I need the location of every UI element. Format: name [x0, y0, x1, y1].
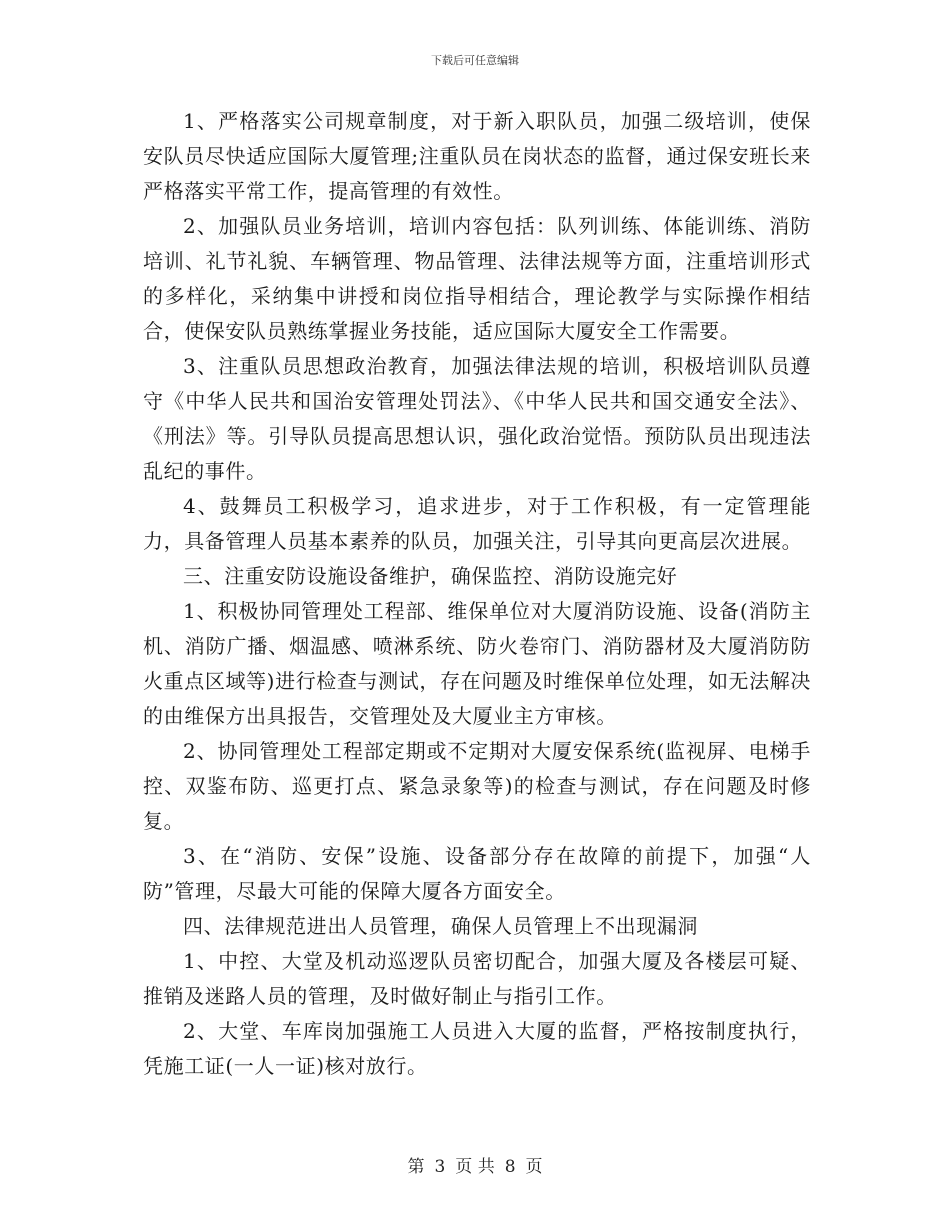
paragraph-1: 1、严格落实公司规章制度，对于新入职队员，加强二级培训，使保安队员尽快适应国际大厦管理;注重队员在岗状态的监督，通过保安班长来严格落实平常工作，提高管理的有效性。 — [143, 109, 811, 203]
page-footer — [0, 1152, 950, 1177]
footer-label-end: 页 — [525, 1157, 543, 1177]
paragraph-5: 1、积极协同管理处工程部、维保单位对大厦消防设施、设备(消防主机、消防广播、烟温感、喷淋系统、防火卷帘门、消防器材及大厦消防防火重点区域等)进行检查与测试，存在问题及时维保单位处理，如无法解决的由维保方出具报告，交管理处及大厦业主方审核。 — [143, 599, 811, 728]
paragraph-3: 3、注重队员思想政治教育，加强法律法规的培训，积极培训队员遵守《中华人民共和国治安管理处罚法》、《中华人民共和国交通安全法》、《刑法》等。引导队员提高思想认识，强化政治觉悟。预防队员出现违法乱纪的事件。 — [143, 354, 811, 483]
paragraph-9: 2、大堂、车库岗加强施工人员进入大厦的监督，严格按制度执行，凭施工证(一人一证)核对放行。 — [143, 1019, 811, 1078]
header-note: 下载后可任意编辑 — [431, 54, 519, 67]
footer-total-pages: 8 — [504, 1157, 516, 1177]
footer-current-page: 3 — [434, 1157, 446, 1177]
section-heading-4: 四、法律规范进出人员管理，确保人员管理上不出现漏洞 — [183, 914, 698, 938]
footer-label-of: 页 共 — [455, 1157, 495, 1177]
paragraph-8: 1、中控、大堂及机动巡逻队员密切配合，加强大厦及各楼层可疑、推销及迷路人员的管理，及时做好制止与指引工作。 — [143, 949, 811, 1008]
paragraph-7: 3、在“消防、安保”设施、设备部分存在故障的前提下，加强“人防”管理，尽最大可能的保障大厦各方面安全。 — [143, 844, 811, 903]
footer-label-page: 第 — [407, 1157, 425, 1177]
paragraph-6: 2、协同管理处工程部定期或不定期对大厦安保系统(监视屏、电梯手控、双鉴布防、巡更打点、紧急录象等)的检查与测试，存在问题及时修复。 — [143, 739, 811, 833]
section-heading-3: 三、注重安防设施设备维护，确保监控、消防设施完好 — [183, 564, 678, 588]
paragraph-2: 2、加强队员业务培训，培训内容包括：队列训练、体能训练、消防培训、礼节礼貌、车辆管理、物品管理、法律法规等方面，注重培训形式的多样化，采纳集中讲授和岗位指导相结合，理论教学与实际操作相结合，使保安队员熟练掌握业务技能，适应国际大厦安全工作需要。 — [143, 214, 811, 343]
paragraph-4: 4、鼓舞员工积极学习，追求进步，对于工作积极，有一定管理能力，具备管理人员基本素养的队员，加强关注，引导其向更高层次进展。 — [143, 494, 811, 553]
document-body — [143, 104, 811, 1084]
